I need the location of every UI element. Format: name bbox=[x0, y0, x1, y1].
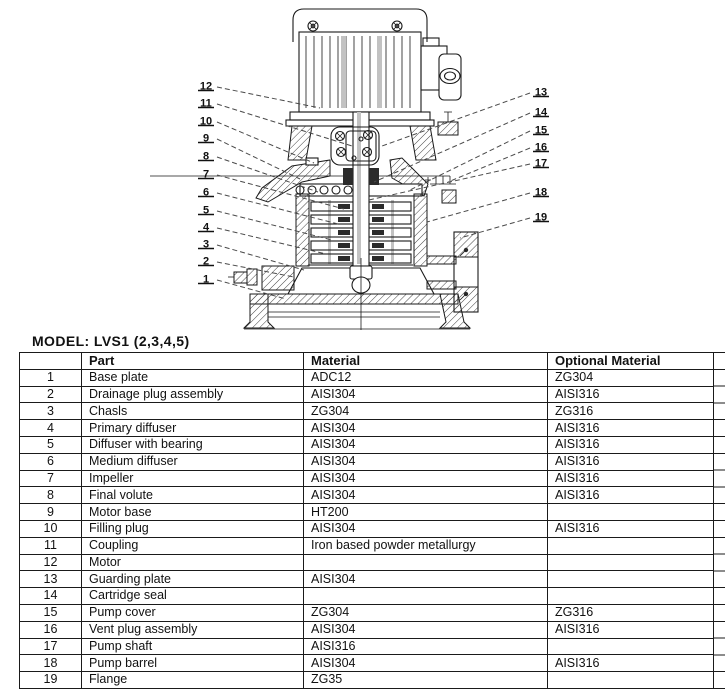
cell-part: Pump cover bbox=[82, 604, 304, 621]
leader-line bbox=[217, 87, 320, 108]
cell-optional-material: AISI316 bbox=[548, 436, 714, 453]
callout-number: 17 bbox=[534, 157, 548, 170]
terminal-box bbox=[421, 38, 461, 100]
cell-number: 13 bbox=[20, 571, 82, 588]
parts-table-body bbox=[20, 369, 714, 688]
callout-number: 8 bbox=[202, 150, 210, 163]
cell-number: 15 bbox=[20, 604, 82, 621]
foundation-bolt-block bbox=[438, 122, 458, 135]
callout-number: 11 bbox=[200, 97, 212, 110]
table-row bbox=[20, 588, 714, 605]
cell-part: Motor bbox=[82, 554, 304, 571]
table-row bbox=[20, 621, 714, 638]
motor-screw-icon bbox=[308, 21, 318, 31]
cell-material: AISI304 bbox=[304, 520, 548, 537]
cell-optional-material: AISI316 bbox=[548, 453, 714, 470]
cell-number: 2 bbox=[20, 386, 82, 403]
cell-part: Flange bbox=[82, 672, 304, 689]
cell-optional-material: ZG316 bbox=[548, 604, 714, 621]
cell-part: Motor base bbox=[82, 504, 304, 521]
cell-part: Final volute bbox=[82, 487, 304, 504]
motor-screw-icon bbox=[392, 21, 402, 31]
cell-number: 6 bbox=[20, 453, 82, 470]
table-row bbox=[20, 520, 714, 537]
cell-material: HT200 bbox=[304, 504, 548, 521]
cell-optional-material: AISI316 bbox=[548, 470, 714, 487]
callout-number: 4 bbox=[202, 221, 210, 234]
cell-optional-material bbox=[548, 554, 714, 571]
cell-number: 18 bbox=[20, 655, 82, 672]
cell-number: 19 bbox=[20, 672, 82, 689]
cell-number: 10 bbox=[20, 520, 82, 537]
cell-part: Cartridge seal bbox=[82, 588, 304, 605]
leader-line bbox=[217, 104, 352, 146]
cell-number: 12 bbox=[20, 554, 82, 571]
table-row bbox=[20, 655, 714, 672]
table-row bbox=[20, 604, 714, 621]
cell-material: AISI304 bbox=[304, 420, 548, 437]
table-row bbox=[20, 436, 714, 453]
callout-number: 3 bbox=[202, 238, 210, 251]
callout-number: 19 bbox=[534, 211, 548, 224]
cell-part: Pump shaft bbox=[82, 638, 304, 655]
header-optional-material: Optional Material bbox=[548, 353, 714, 370]
callout-number: 15 bbox=[534, 124, 548, 137]
table-row bbox=[20, 403, 714, 420]
motor bbox=[290, 9, 430, 120]
cell-optional-material: AISI316 bbox=[548, 621, 714, 638]
filling-plug bbox=[306, 158, 318, 165]
parts-table bbox=[19, 352, 714, 689]
cell-part: Base plate bbox=[82, 369, 304, 386]
cell-part: Medium diffuser bbox=[82, 453, 304, 470]
cell-optional-material: AISI316 bbox=[548, 420, 714, 437]
cell-part: Drainage plug assembly bbox=[82, 386, 304, 403]
callout-number: 7 bbox=[202, 168, 210, 181]
cell-optional-material bbox=[548, 571, 714, 588]
cell-material bbox=[304, 554, 548, 571]
callout-number: 6 bbox=[202, 186, 210, 199]
cell-number: 5 bbox=[20, 436, 82, 453]
cell-material: AISI304 bbox=[304, 436, 548, 453]
cell-number: 1 bbox=[20, 369, 82, 386]
cell-material bbox=[304, 588, 548, 605]
table-row bbox=[20, 470, 714, 487]
cell-optional-material bbox=[548, 537, 714, 554]
cell-part: Pump barrel bbox=[82, 655, 304, 672]
leader-line bbox=[217, 193, 338, 224]
cell-number: 9 bbox=[20, 504, 82, 521]
cell-optional-material: AISI316 bbox=[548, 655, 714, 672]
cell-optional-material bbox=[548, 504, 714, 521]
callout-number: 16 bbox=[534, 141, 548, 154]
bolt-icon bbox=[336, 132, 345, 141]
cell-material: AISI304 bbox=[304, 470, 548, 487]
flange bbox=[454, 232, 478, 312]
cell-material: AISI304 bbox=[304, 655, 548, 672]
cell-optional-material bbox=[548, 672, 714, 689]
callout-number: 12 bbox=[199, 80, 213, 93]
model-label: MODEL: LVS1 (2,3,4,5) bbox=[32, 333, 190, 349]
cell-material: ZG304 bbox=[304, 604, 548, 621]
cell-part: Primary diffuser bbox=[82, 420, 304, 437]
bolt-icon bbox=[337, 148, 346, 157]
leader-line bbox=[217, 245, 304, 270]
callout-number: 10 bbox=[199, 115, 213, 128]
header-material: Material bbox=[304, 353, 548, 370]
header-part: Part bbox=[82, 353, 304, 370]
callout-number: 14 bbox=[534, 106, 548, 119]
cell-material: ADC12 bbox=[304, 369, 548, 386]
callout-number: 9 bbox=[202, 132, 210, 145]
cell-part: Chasls bbox=[82, 403, 304, 420]
cell-number: 3 bbox=[20, 403, 82, 420]
table-row bbox=[20, 386, 714, 403]
cell-optional-material: ZG316 bbox=[548, 403, 714, 420]
cell-material: ZG35 bbox=[304, 672, 548, 689]
cell-number: 14 bbox=[20, 588, 82, 605]
callout-number: 5 bbox=[202, 204, 210, 217]
table-row bbox=[20, 554, 714, 571]
callout-number: 18 bbox=[534, 186, 548, 199]
table-row bbox=[20, 672, 714, 689]
cell-optional-material bbox=[548, 588, 714, 605]
cell-material: AISI304 bbox=[304, 386, 548, 403]
cell-number: 11 bbox=[20, 537, 82, 554]
cell-number: 8 bbox=[20, 487, 82, 504]
table-row bbox=[20, 369, 714, 386]
callout-number: 1 bbox=[202, 273, 210, 286]
table-row bbox=[20, 638, 714, 655]
table-row bbox=[20, 453, 714, 470]
cell-optional-material: AISI316 bbox=[548, 487, 714, 504]
row-line-extensions bbox=[713, 352, 725, 689]
cell-material: AISI316 bbox=[304, 638, 548, 655]
parts-table-header bbox=[20, 353, 714, 370]
cell-optional-material: AISI316 bbox=[548, 386, 714, 403]
callout-number: 2 bbox=[202, 255, 210, 268]
table-row bbox=[20, 537, 714, 554]
drainage-plug bbox=[228, 269, 257, 285]
cell-optional-material: ZG304 bbox=[548, 369, 714, 386]
header-number bbox=[20, 353, 82, 370]
callout-number: 13 bbox=[534, 86, 548, 99]
cell-number: 4 bbox=[20, 420, 82, 437]
table-row bbox=[20, 420, 714, 437]
cell-material: AISI304 bbox=[304, 453, 548, 470]
cell-material: AISI304 bbox=[304, 621, 548, 638]
cell-part: Impeller bbox=[82, 470, 304, 487]
pump-shaft bbox=[353, 112, 369, 266]
cell-part: Vent plug assembly bbox=[82, 621, 304, 638]
cell-optional-material: AISI316 bbox=[548, 520, 714, 537]
pump-cross-section-diagram bbox=[0, 0, 725, 340]
cell-part: Guarding plate bbox=[82, 571, 304, 588]
header-row bbox=[20, 353, 714, 370]
cell-number: 16 bbox=[20, 621, 82, 638]
cell-optional-material bbox=[548, 638, 714, 655]
cell-part: Filling plug bbox=[82, 520, 304, 537]
leader-line bbox=[448, 148, 530, 182]
cell-number: 7 bbox=[20, 470, 82, 487]
cell-material: Iron based powder metallurgy bbox=[304, 537, 548, 554]
cell-material: ZG304 bbox=[304, 403, 548, 420]
cell-material: AISI304 bbox=[304, 571, 548, 588]
cell-number: 17 bbox=[20, 638, 82, 655]
table-row bbox=[20, 571, 714, 588]
cell-material: AISI304 bbox=[304, 487, 548, 504]
cell-part: Coupling bbox=[82, 537, 304, 554]
table-row bbox=[20, 487, 714, 504]
chassis bbox=[262, 266, 434, 294]
discharge-pipe bbox=[427, 256, 456, 289]
cell-part: Diffuser with bearing bbox=[82, 436, 304, 453]
table-row bbox=[20, 504, 714, 521]
